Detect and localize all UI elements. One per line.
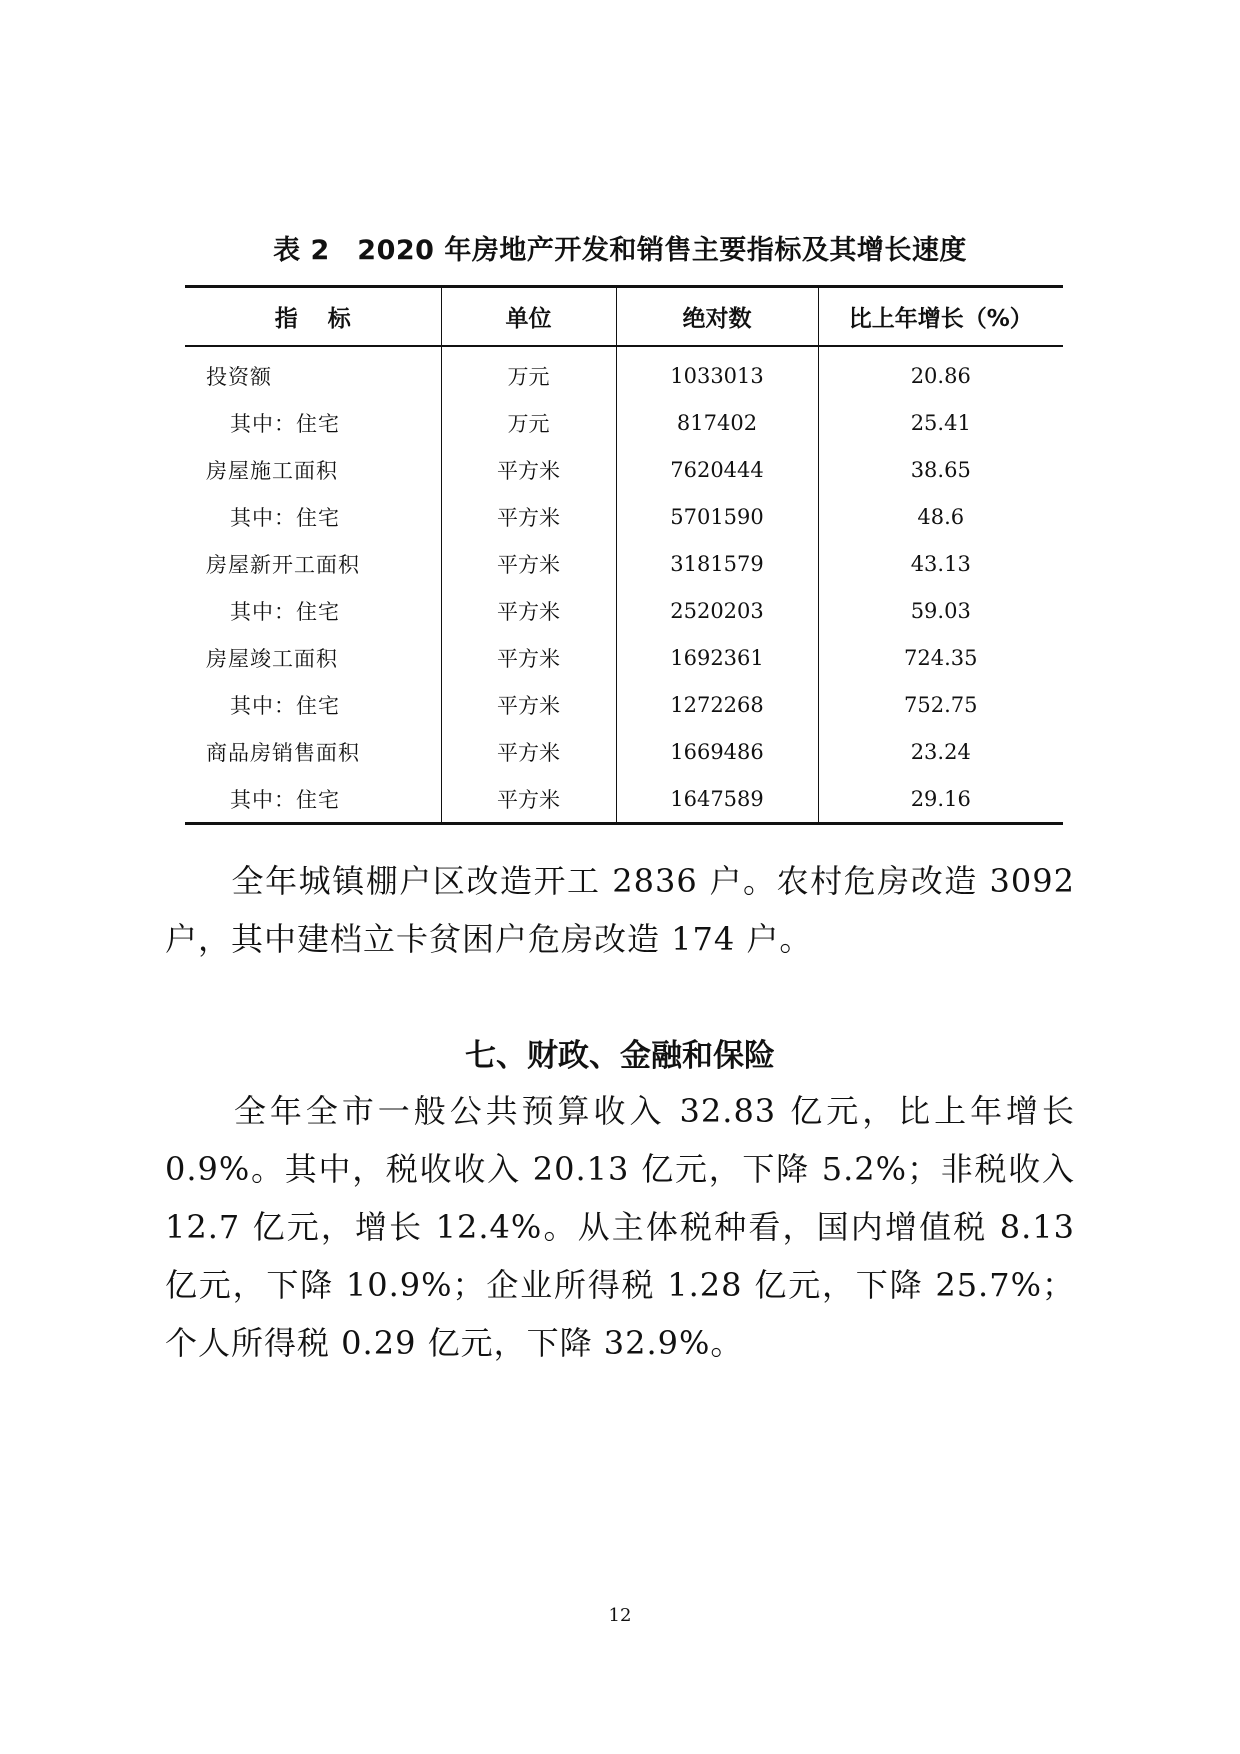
header-growth: 比上年增长（%）: [818, 287, 1063, 347]
finance-paragraph-text: 全年全市一般公共预算收入 32.83 亿元，比上年增长 0.9%。其中，税收收入 20.13 亿元，下降 5.2%；非税收入 12.7 亿元，增长 12.4%。从主体税种看，国内增值税 8.13 亿元，下降 10.9%；企业所得税 1.28 亿元，下降 25.7%；个人所得税 0.29 亿元，下降 32.9%。: [165, 1092, 1075, 1362]
housing-paragraph: [165, 852, 1075, 968]
housing-paragraph-text: 全年城镇棚户区改造开工 2836 户。农村危房改造 3092 户，其中建档立卡贫困户危房改造 174 户。: [165, 862, 1075, 958]
row-value: 1669486: [616, 728, 818, 775]
row-value: 1647589: [616, 775, 818, 824]
row-unit: 平方米: [441, 540, 616, 587]
row-unit: 平方米: [441, 587, 616, 634]
page-number: 12: [608, 1605, 632, 1626]
table-row: [185, 399, 1063, 446]
row-value: 3181579: [616, 540, 818, 587]
row-name: 其中：住宅: [230, 693, 340, 718]
row-unit: 平方米: [441, 634, 616, 681]
row-unit: 平方米: [441, 775, 616, 824]
table-header-row: [185, 287, 1063, 347]
row-value: 2520203: [616, 587, 818, 634]
row-value: 1272268: [616, 681, 818, 728]
row-value: 5701590: [616, 493, 818, 540]
header-unit: 单位: [441, 287, 616, 347]
real-estate-table: [185, 285, 1063, 825]
row-growth: 29.16: [818, 775, 1063, 824]
table-row: [185, 634, 1063, 681]
row-growth: 25.41: [818, 399, 1063, 446]
row-value: 1692361: [616, 634, 818, 681]
row-name: 房屋竣工面积: [206, 646, 338, 671]
row-name: 其中：住宅: [230, 599, 340, 624]
row-growth: 59.03: [818, 587, 1063, 634]
row-name: 其中：住宅: [230, 411, 340, 436]
row-growth: 43.13: [818, 540, 1063, 587]
row-unit: 平方米: [441, 728, 616, 775]
row-name: 房屋新开工面积: [206, 552, 360, 577]
row-name: 其中：住宅: [230, 787, 340, 812]
row-growth: 752.75: [818, 681, 1063, 728]
section-title: 七、财政、金融和保险: [465, 1038, 775, 1074]
row-unit: 平方米: [441, 493, 616, 540]
table-row: [185, 493, 1063, 540]
finance-paragraph: [165, 1082, 1075, 1372]
table-row: [185, 728, 1063, 775]
row-growth: 20.86: [818, 346, 1063, 399]
row-unit: 万元: [441, 346, 616, 399]
table-row: [185, 587, 1063, 634]
table-row: [185, 446, 1063, 493]
row-growth: 38.65: [818, 446, 1063, 493]
row-unit: 平方米: [441, 681, 616, 728]
table-row: [185, 775, 1063, 824]
table-caption: 表 2 2020 年房地产开发和销售主要指标及其增长速度: [273, 235, 967, 266]
header-absolute-value: 绝对数: [616, 287, 818, 347]
row-growth: 724.35: [818, 634, 1063, 681]
table-row: [185, 346, 1063, 399]
header-indicator: 指标: [185, 287, 441, 347]
row-name: 其中：住宅: [230, 505, 340, 530]
row-growth: 48.6: [818, 493, 1063, 540]
row-unit: 万元: [441, 399, 616, 446]
row-name: 房屋施工面积: [206, 458, 338, 483]
row-value: 1033013: [616, 346, 818, 399]
row-name: 商品房销售面积: [206, 740, 360, 765]
row-growth: 23.24: [818, 728, 1063, 775]
row-name: 投资额: [206, 364, 272, 389]
table-row: [185, 681, 1063, 728]
row-value: 817402: [616, 399, 818, 446]
row-value: 7620444: [616, 446, 818, 493]
row-unit: 平方米: [441, 446, 616, 493]
table-row: [185, 540, 1063, 587]
